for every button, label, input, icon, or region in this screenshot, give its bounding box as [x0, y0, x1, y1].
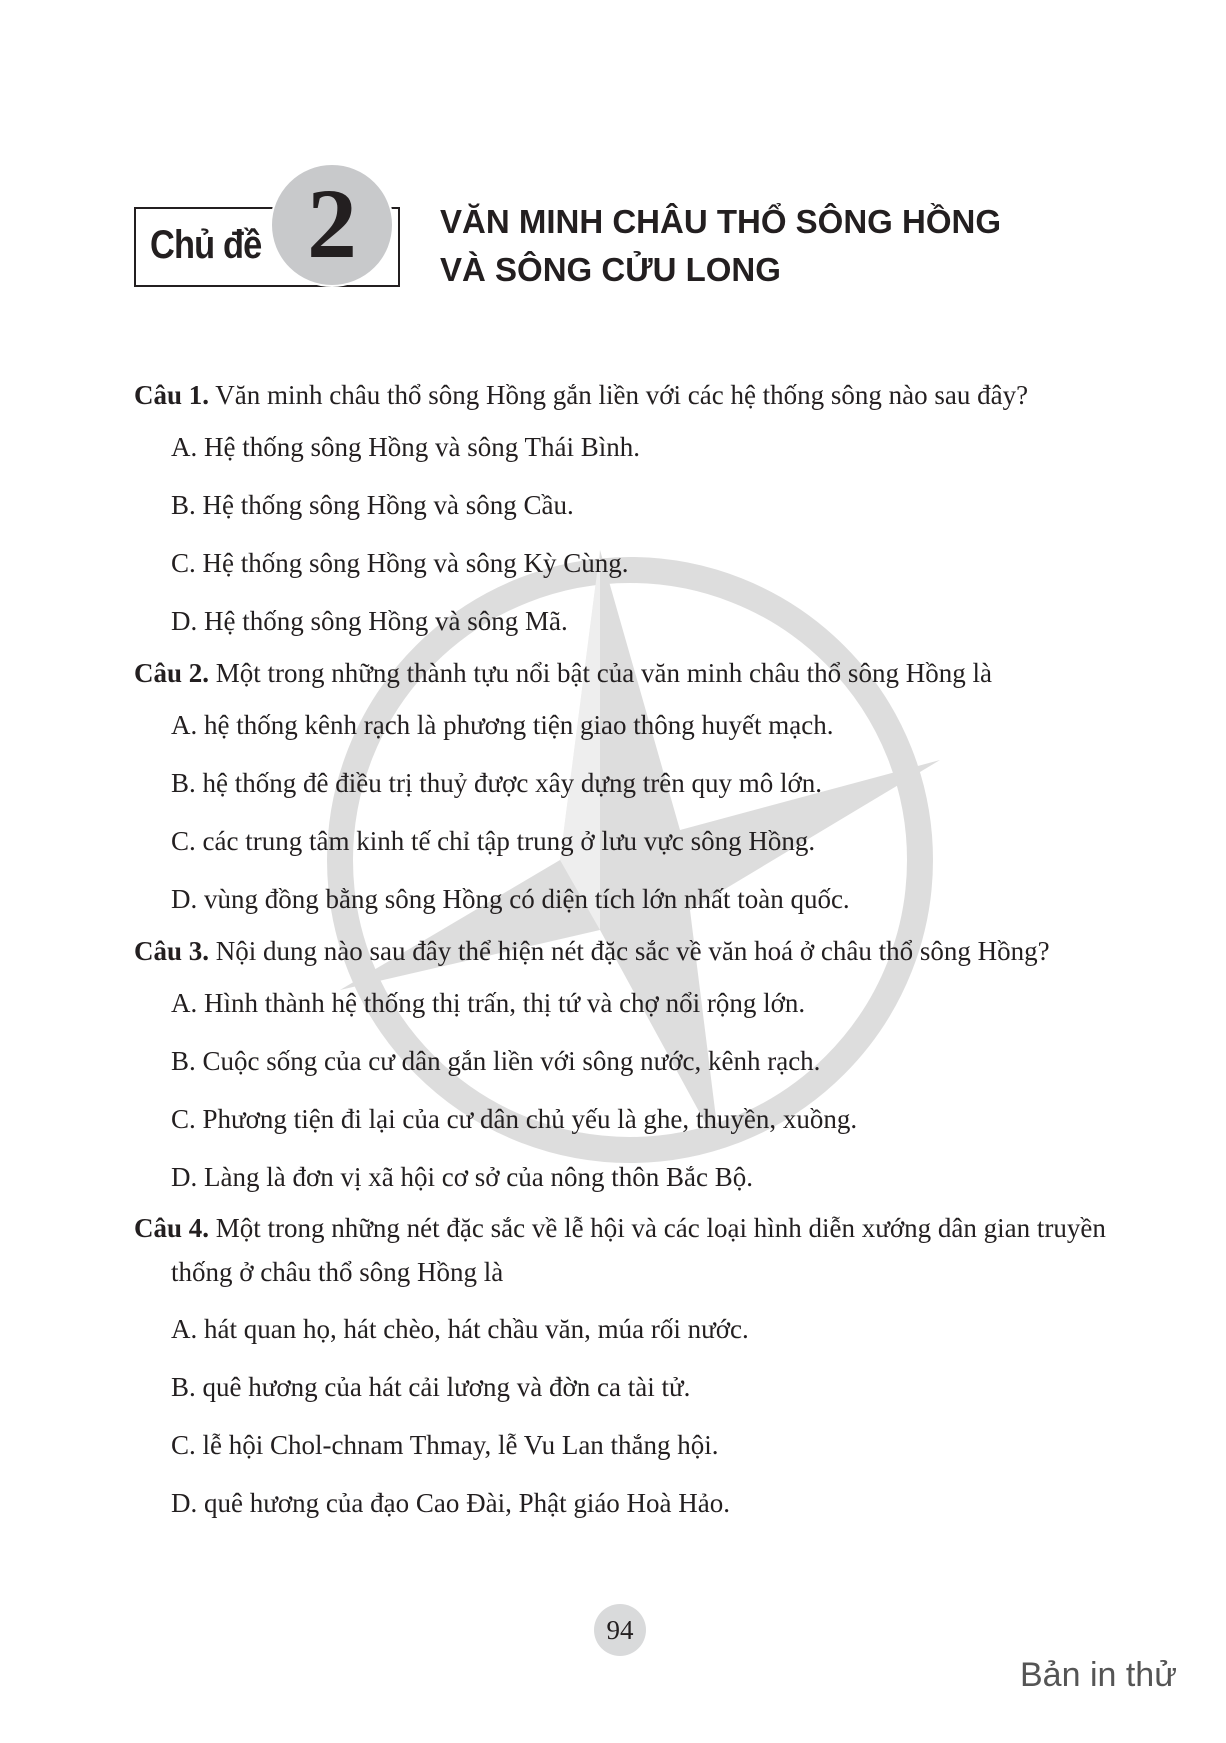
- question-1: [134, 372, 1124, 650]
- page-number: 94: [594, 1604, 646, 1656]
- question-stem: [134, 928, 1124, 974]
- option-c: C. Phương tiện đi lại của cư dân chủ yếu là ghe, thuyền, xuồng.: [171, 1104, 858, 1134]
- option-c: C. các trung tâm kinh tế chỉ tập trung ở lưu vực sông Hồng.: [171, 826, 816, 856]
- question-number: Câu 4.: [134, 1213, 210, 1243]
- draft-label: Bản in thử: [1020, 1656, 1177, 1694]
- question-4: [134, 1206, 1124, 1532]
- option-d: D. vùng đồng bằng sông Hồng có diện tích lớn nhất toàn quốc.: [171, 884, 850, 914]
- question-text: Nội dung nào sau đây thể hiện nét đặc sắc về văn hoá ở châu thổ sông Hồng?: [215, 936, 1050, 966]
- chapter-title: [440, 198, 1001, 294]
- question-text: Văn minh châu thổ sông Hồng gắn liền với các hệ thống sông nào sau đây?: [215, 380, 1029, 410]
- option-a: A. hệ thống kênh rạch là phương tiện giao thông huyết mạch.: [171, 710, 834, 740]
- option-d: D. Làng là đơn vị xã hội cơ sở của nông thôn Bắc Bộ.: [171, 1162, 753, 1192]
- option-d: D. Hệ thống sông Hồng và sông Mã.: [171, 606, 568, 636]
- option-c: C. Hệ thống sông Hồng và sông Kỳ Cùng.: [171, 548, 629, 578]
- question-stem: [134, 1206, 1124, 1294]
- question-text: Một trong những thành tựu nổi bật của văn minh châu thổ sông Hồng là: [215, 658, 992, 688]
- option-b: B. Hệ thống sông Hồng và sông Cầu.: [171, 490, 574, 520]
- chapter-number: 2: [307, 168, 357, 279]
- option-a: A. hát quan họ, hát chèo, hát chầu văn, múa rối nước.: [171, 1314, 749, 1344]
- question-3: [134, 928, 1124, 1206]
- question-text: Một trong những nét đặc sắc về lễ hội và các loại hình diễn xướng dân gian truyền thống ở châu thổ sông Hồng là: [171, 1213, 1106, 1287]
- chapter-title-line2: VÀ SÔNG CỬU LONG: [440, 251, 781, 288]
- question-2: [134, 650, 1124, 928]
- chapter-title-line1: VĂN MINH CHÂU THỔ SÔNG HỒNG: [440, 203, 1001, 240]
- chapter-number-circle: [270, 163, 394, 287]
- question-stem: [134, 650, 1124, 696]
- option-b: B. Cuộc sống của cư dân gắn liền với sông nước, kênh rạch.: [171, 1046, 821, 1076]
- option-a: A. Hệ thống sông Hồng và sông Thái Bình.: [171, 432, 640, 462]
- option-b: B. hệ thống đê điều trị thuỷ được xây dựng trên quy mô lớn.: [171, 768, 822, 798]
- option-a: A. Hình thành hệ thống thị trấn, thị tứ và chợ nổi rộng lớn.: [171, 988, 806, 1018]
- question-number: Câu 2.: [134, 658, 210, 688]
- question-stem: [134, 372, 1124, 418]
- chapter-label: Chủ đề: [150, 223, 262, 267]
- question-list: [134, 372, 1124, 1532]
- option-b: B. quê hương của hát cải lương và đờn ca tài tử.: [171, 1372, 691, 1402]
- option-d: D. quê hương của đạo Cao Đài, Phật giáo Hoà Hảo.: [171, 1488, 731, 1518]
- option-c: C. lễ hội Chol-chnam Thmay, lễ Vu Lan thắng hội.: [171, 1430, 719, 1460]
- question-number: Câu 1.: [134, 380, 210, 410]
- question-number: Câu 3.: [134, 936, 210, 966]
